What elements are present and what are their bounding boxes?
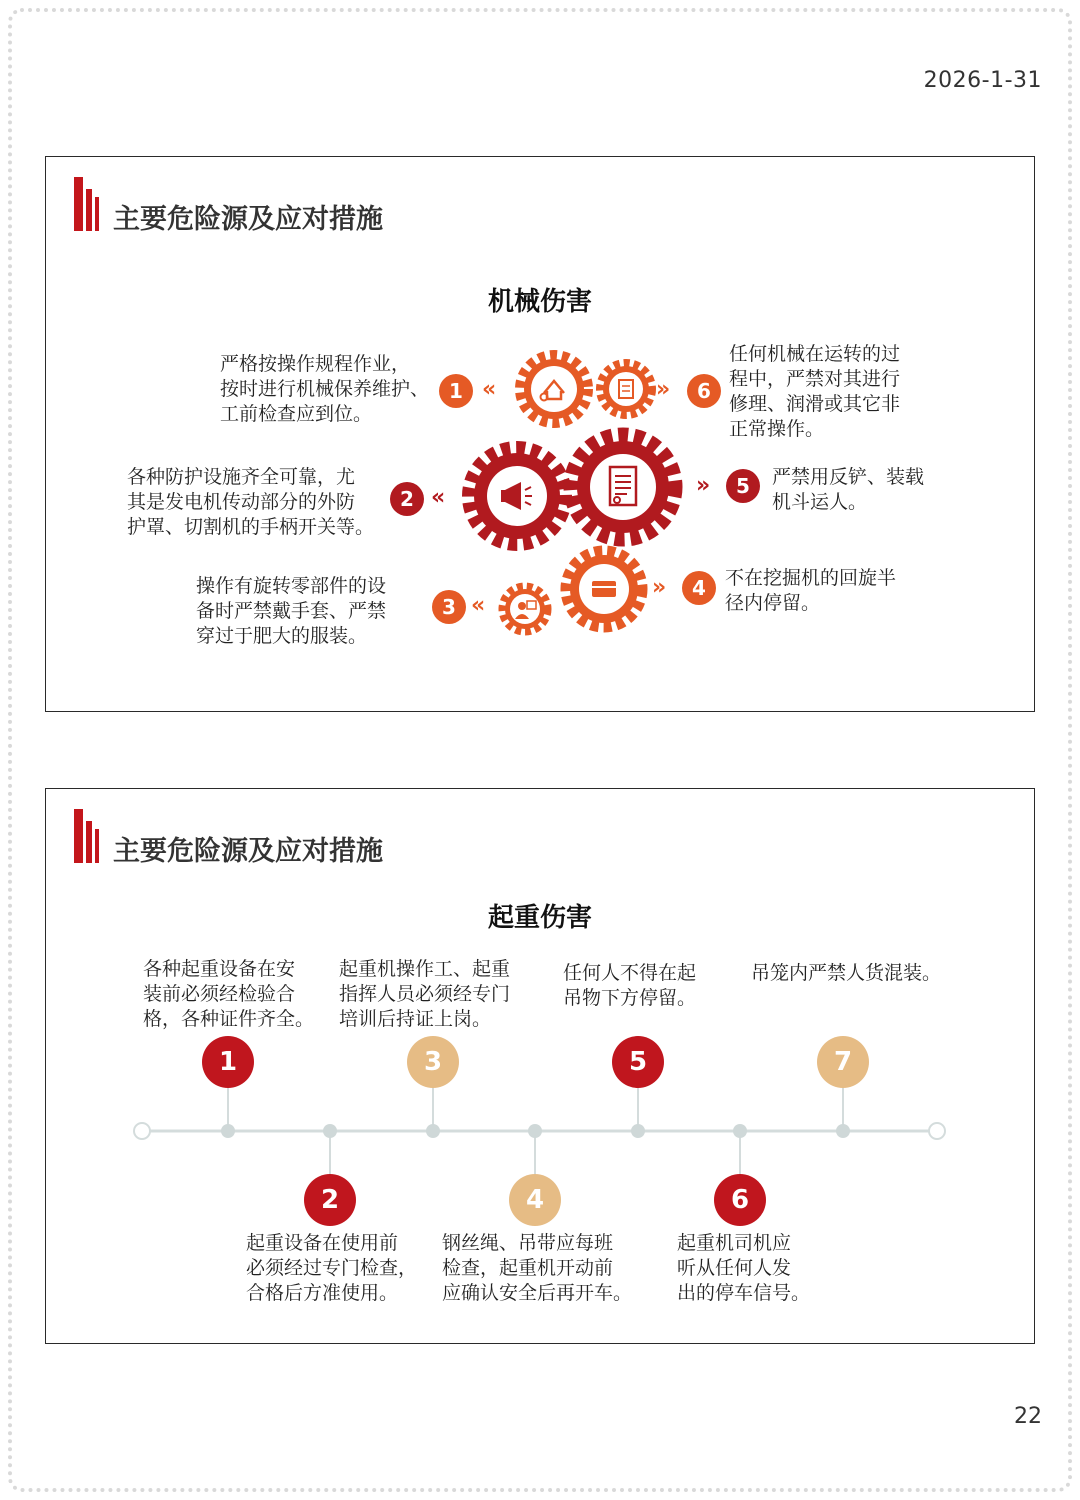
gear-icon bbox=[469, 448, 565, 544]
step-badge-5: 5 bbox=[726, 469, 760, 503]
slide-title: 主要危险源及应对措施 bbox=[113, 204, 383, 235]
measure-text-5: 严禁用反铲、装载 机斗运人。 bbox=[772, 466, 925, 513]
step-text-5: 任何人不得在起 吊物下方停留。 bbox=[563, 962, 697, 1009]
arrow-left-icon: « bbox=[482, 377, 497, 402]
measure-text-1: 严格按操作规程作业， 按时进行机械保养维护、 工前检查应到位。 bbox=[220, 353, 430, 425]
step-text-6: 起重机司机应 听从任何人发 出的停车信号。 bbox=[677, 1232, 811, 1304]
step-badge-4: 4 bbox=[682, 571, 716, 605]
gear-icon bbox=[600, 363, 652, 415]
page-date: 2026-1-31 bbox=[923, 68, 1042, 93]
gear-icon bbox=[502, 586, 548, 632]
arrow-left-icon: « bbox=[471, 593, 486, 618]
step-badge-7: 7 bbox=[817, 1036, 869, 1088]
arrow-left-icon: « bbox=[431, 485, 446, 510]
gear-icon bbox=[571, 435, 675, 539]
gear-icon bbox=[566, 551, 642, 627]
step-badge-6: 6 bbox=[687, 374, 721, 408]
page-number: 22 bbox=[1014, 1404, 1042, 1429]
measure-text-3: 操作有旋转零部件的设 备时严禁戴手套、严禁 穿过于肥大的服装。 bbox=[196, 575, 387, 647]
step-text-4: 钢丝绳、吊带应每班 检查，起重机开动前 应确认安全后再开车。 bbox=[442, 1232, 633, 1304]
arrow-right-icon: » bbox=[652, 575, 667, 600]
arrow-right-icon: » bbox=[656, 377, 671, 402]
slide-lifting bbox=[45, 788, 1035, 1344]
measure-text-4: 不在挖掘机的回旋半 径内停留。 bbox=[725, 567, 897, 614]
step-badge-5: 5 bbox=[612, 1036, 664, 1088]
step-badge-1: 1 bbox=[439, 374, 473, 408]
step-text-3: 起重机操作工、起重 指挥人员必须经专门 培训后持证上岗。 bbox=[339, 958, 511, 1030]
step-badge-3: 3 bbox=[407, 1036, 459, 1088]
measure-text-6: 任何机械在运转的过 程中，严禁对其进行 修理、润滑或其它非 正常操作。 bbox=[729, 343, 901, 440]
step-badge-2: 2 bbox=[390, 482, 424, 516]
section-title: 起重伤害 bbox=[487, 903, 592, 933]
step-text-1: 各种起重设备在安 装前必须经检验合 格，各种证件齐全。 bbox=[143, 958, 315, 1030]
gear-icon bbox=[520, 355, 588, 423]
step-text-2: 起重设备在使用前 必须经过专门检查， 合格后方准使用。 bbox=[246, 1232, 418, 1304]
arrow-right-icon: » bbox=[696, 473, 711, 498]
step-badge-4: 4 bbox=[509, 1174, 561, 1226]
section-title: 机械伤害 bbox=[487, 287, 592, 317]
step-badge-6: 6 bbox=[714, 1174, 766, 1226]
slide-title: 主要危险源及应对措施 bbox=[113, 836, 383, 867]
step-badge-2: 2 bbox=[304, 1174, 356, 1226]
step-badge-3: 3 bbox=[432, 590, 466, 624]
measure-text-2: 各种防护设施齐全可靠，尤 其是发电机传动部分的外防 护罩、切割机的手柄开关等。 bbox=[127, 466, 375, 538]
step-text-7: 吊笼内严禁人货混装。 bbox=[751, 962, 942, 984]
step-badge-1: 1 bbox=[202, 1036, 254, 1088]
slide-mechanical bbox=[45, 156, 1035, 712]
